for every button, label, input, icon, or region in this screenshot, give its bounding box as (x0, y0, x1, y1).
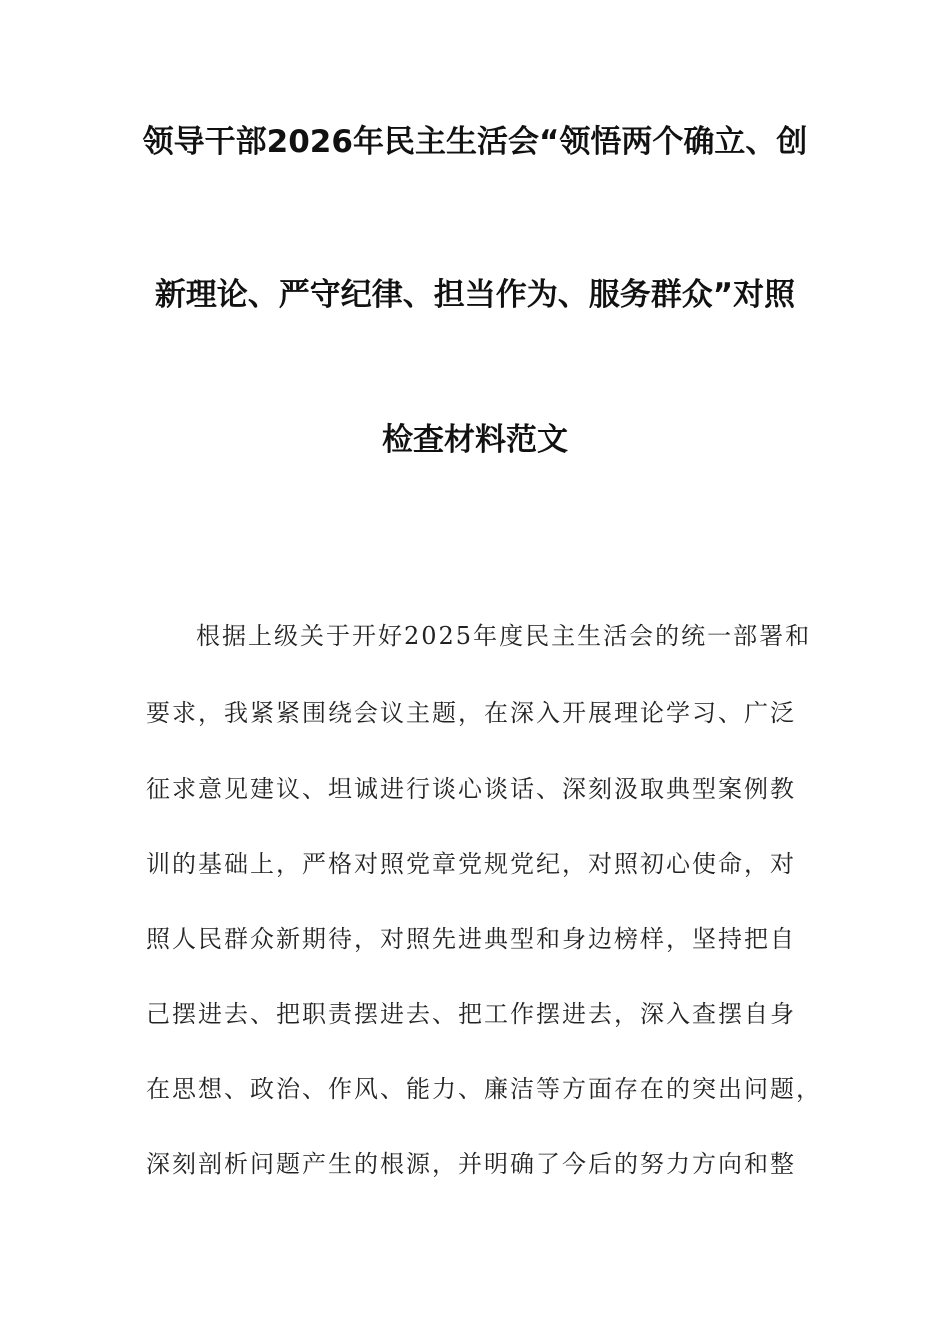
body-text-line-1: 根据上级关于开好2025年度民主生活会的统一部署和 (196, 622, 812, 650)
body-text-line-8: 深刻剖析问题产生的根源，并明确了今后的努力方向和整 (146, 1150, 796, 1178)
body-text-line-6: 己摆进去、把职责摆进去、把工作摆进去，深入查摆自身 (146, 1000, 796, 1028)
body-text-line-2: 要求，我紧紧围绕会议主题，在深入开展理论学习、广泛 (146, 699, 796, 727)
body-text-line-3: 征求意见建议、坦诚进行谈心谈话、深刻汲取典型案例教 (146, 775, 796, 803)
body-text-line-4: 训的基础上，严格对照党章党规党纪，对照初心使命，对 (146, 850, 796, 878)
body-text-line-7: 在思想、政治、作风、能力、廉洁等方面存在的突出问题， (146, 1075, 822, 1103)
document-title-line-3: 检查材料范文 (382, 422, 568, 458)
body-text-line-5: 照人民群众新期待，对照先进典型和身边榜样，坚持把自 (146, 925, 796, 953)
document-title-line-2: 新理论、严守纪律、担当作为、服务群众”对照 (154, 277, 796, 313)
document-title-line-1: 领导干部2026年民主生活会“领悟两个确立、创 (142, 124, 808, 160)
